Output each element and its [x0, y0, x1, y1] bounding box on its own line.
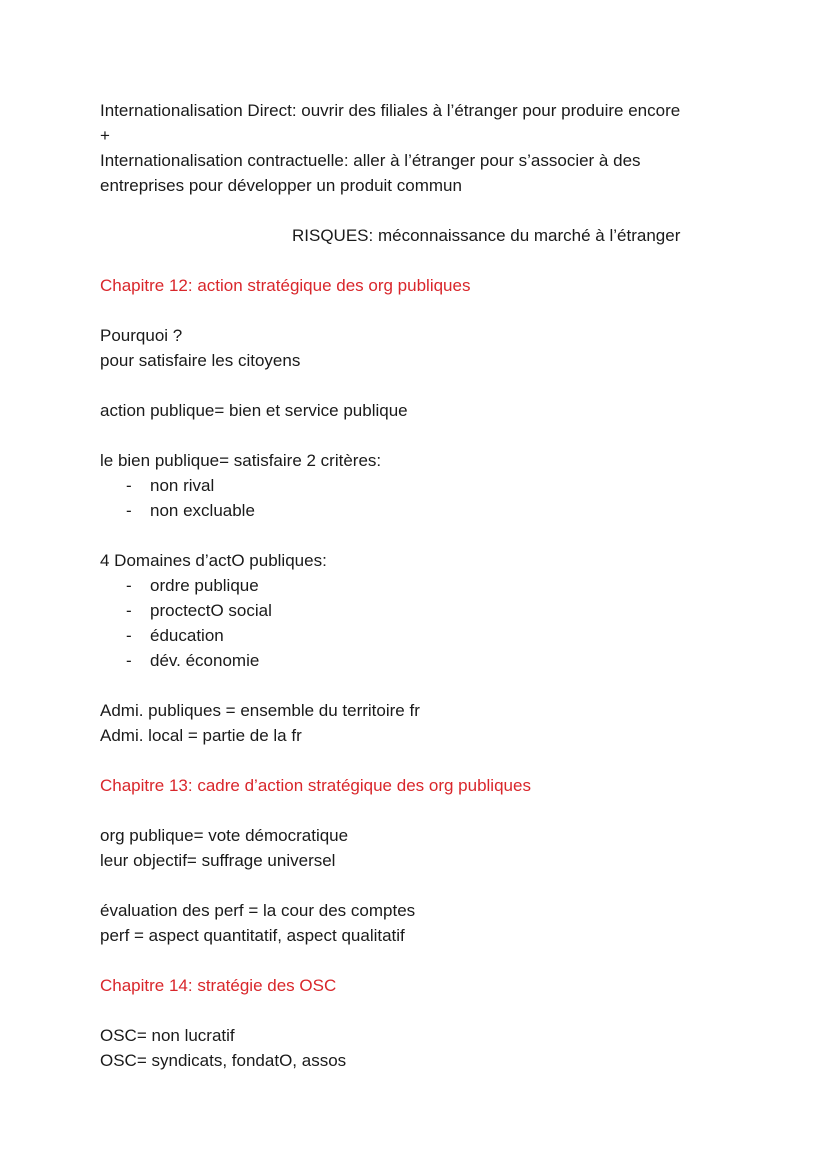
intro-line-entreprises: entreprises pour développer un produit commun	[100, 176, 462, 195]
list-item	[100, 598, 740, 623]
intro-line-contractuelle: Internationalisation contractuelle: aller à l’étranger pour s’associer à des	[100, 151, 641, 170]
objectif-definition: leur objectif= suffrage universel	[100, 851, 336, 870]
admi-publiques: Admi. publiques = ensemble du territoire fr	[100, 701, 420, 720]
domaines-list	[100, 573, 740, 673]
dash-bullet: -	[126, 651, 132, 670]
dash-bullet: -	[126, 476, 132, 495]
intro-line-direct: Internationalisation Direct: ouvrir des filiales à l’étranger pour produire encore	[100, 101, 681, 120]
action-publique-definition: action publique= bien et service publique	[100, 401, 408, 420]
domaines-title: 4 Domaines d’actO publiques:	[100, 551, 327, 570]
org-publique-definition: org publique= vote démocratique	[100, 826, 349, 845]
list-item	[100, 473, 740, 498]
admi-local: Admi. local = partie de la fr	[100, 726, 302, 745]
list-item	[100, 573, 740, 598]
perf-definition: perf = aspect quantitatif, aspect qualitatif	[100, 926, 405, 945]
criteres-list	[100, 473, 740, 523]
pourquoi-answer: pour satisfaire les citoyens	[100, 351, 301, 370]
osc-definition-1: OSC= non lucratif	[100, 1026, 235, 1045]
domaine-label: ordre publique	[150, 576, 259, 595]
dash-bullet: -	[126, 626, 132, 645]
pourquoi-question: Pourquoi ?	[100, 326, 183, 345]
critere-label: non excluable	[150, 501, 255, 520]
domaine-label: éducation	[150, 626, 224, 645]
list-item	[100, 623, 740, 648]
domaine-label: proctectO social	[150, 601, 272, 620]
chapitre-13-title: Chapitre 13: cadre d’action stratégique des org publiques	[100, 776, 531, 795]
dash-bullet: -	[126, 501, 132, 520]
chapitre-12-title: Chapitre 12: action stratégique des org publiques	[100, 276, 471, 295]
list-item	[100, 648, 740, 673]
dash-bullet: -	[126, 576, 132, 595]
chapitre-14-title: Chapitre 14: stratégie des OSC	[100, 976, 337, 995]
document-page	[100, 98, 740, 1073]
dash-bullet: -	[126, 601, 132, 620]
intro-plus: +	[100, 126, 110, 145]
list-item	[100, 498, 740, 523]
intro-risques: RISQUES: méconnaissance du marché à l’étranger	[292, 226, 681, 245]
bien-publique-definition: le bien publique= satisfaire 2 critères:	[100, 451, 382, 470]
domaine-label: dév. économie	[150, 651, 260, 670]
critere-label: non rival	[150, 476, 215, 495]
evaluation-perf: évaluation des perf = la cour des comptes	[100, 901, 416, 920]
osc-definition-2: OSC= syndicats, fondatO, assos	[100, 1051, 347, 1070]
